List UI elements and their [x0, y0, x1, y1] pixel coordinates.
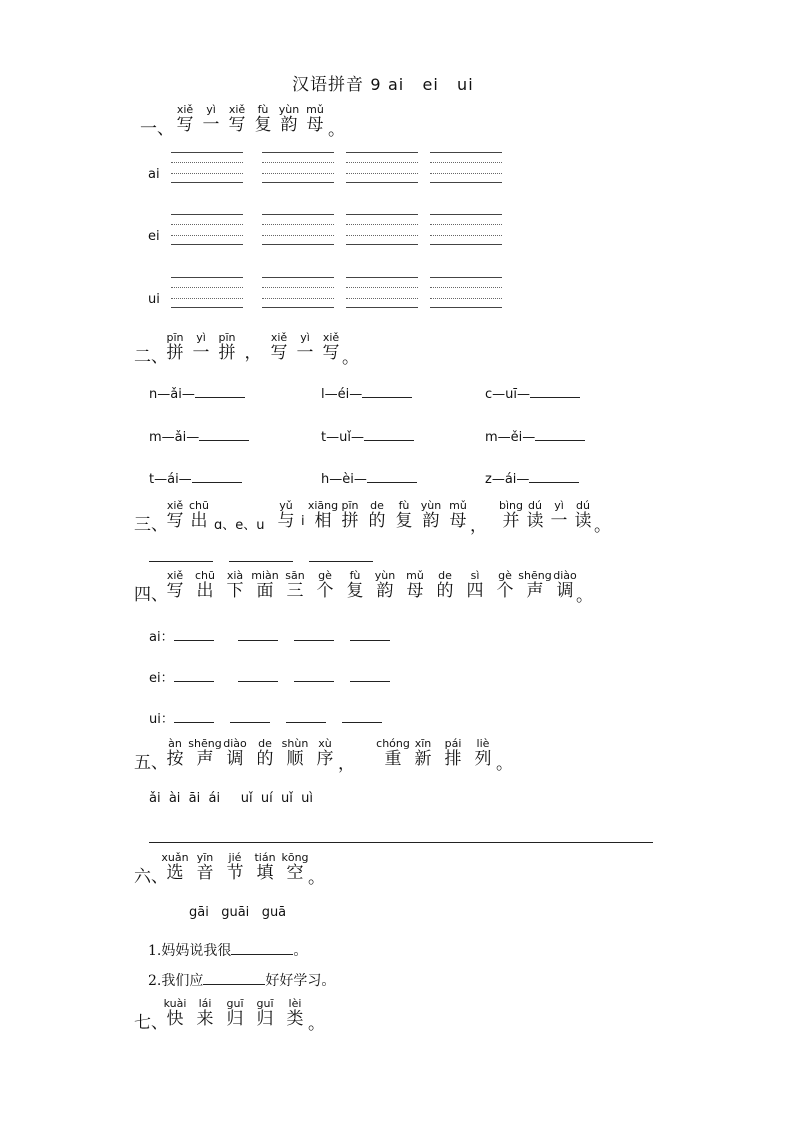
answer-blank[interactable] [238, 669, 278, 682]
finals-list: ɑ、e、u [214, 518, 265, 533]
punctuation: 。 [308, 868, 325, 888]
pinyin: chū [195, 569, 215, 582]
pinyin: mǔ [449, 499, 467, 512]
spelling-prompt: z—ái— [485, 472, 530, 487]
section-number: 六、 [134, 867, 168, 887]
writing-line[interactable] [171, 162, 243, 163]
hanzi: 来 [196, 1009, 214, 1029]
pinyin: sì [470, 569, 480, 582]
writing-line[interactable] [346, 235, 418, 236]
hanzi: 排 [444, 749, 462, 769]
hanzi: 并 [502, 511, 520, 531]
answer-blank[interactable] [192, 470, 242, 483]
answer-blank[interactable] [362, 385, 412, 398]
writing-line[interactable] [262, 152, 334, 153]
pinyin: chū [189, 499, 209, 512]
hanzi: 复 [395, 511, 413, 531]
final-label: ui： [149, 712, 174, 727]
punctuation: 。 [328, 120, 345, 140]
pinyin: xiě [166, 569, 184, 582]
hanzi: 顺 [286, 749, 304, 769]
title-chinese: 汉语拼音 [292, 75, 364, 95]
pinyin: yùn [278, 103, 300, 116]
hanzi: 写 [270, 343, 288, 363]
writing-line[interactable] [430, 224, 502, 225]
answer-blank[interactable] [199, 428, 249, 441]
spelling-item [321, 385, 412, 402]
answer-blank[interactable] [364, 428, 414, 441]
page-title [292, 70, 474, 95]
writing-line[interactable] [262, 224, 334, 225]
section-number: 五、 [134, 753, 168, 773]
pinyin: bìng [499, 499, 523, 512]
pinyin: de [370, 499, 384, 512]
section-2-heading [134, 331, 534, 368]
section-1-heading [140, 103, 540, 140]
hanzi: 归 [226, 1009, 244, 1029]
pinyin: yùn [420, 499, 442, 512]
hanzi: 出 [196, 581, 214, 601]
pinyin: dú [528, 499, 542, 512]
hanzi: 新 [414, 749, 432, 769]
spelling-prompt: m—ǎi— [149, 430, 200, 445]
tone-row [149, 667, 390, 686]
final-label: ei： [149, 671, 174, 686]
spelling-prompt: c—uī— [485, 387, 530, 402]
pinyin: àn [168, 737, 182, 750]
writing-line[interactable] [346, 182, 418, 183]
writing-line[interactable] [262, 287, 334, 288]
writing-line[interactable] [430, 298, 502, 299]
hanzi: 写 [166, 581, 184, 601]
pinyin: diào [223, 737, 247, 750]
hanzi: 归 [256, 1009, 274, 1029]
section-number: 三、 [134, 515, 168, 535]
hanzi: 声 [526, 581, 544, 601]
answer-blank[interactable] [174, 628, 214, 641]
hanzi: 与 [277, 511, 295, 531]
answer-blank[interactable] [350, 669, 390, 682]
hanzi: 序 [316, 749, 334, 769]
pinyin: chóng [376, 737, 410, 750]
hanzi: 音 [196, 863, 214, 883]
pinyin: gè [498, 569, 512, 582]
writing-line[interactable] [430, 182, 502, 183]
answer-blank[interactable] [294, 669, 334, 682]
section-number: 七、 [134, 1013, 168, 1033]
pinyin: yīn [196, 851, 214, 864]
pinyin: guī [226, 997, 244, 1010]
spelling-item [321, 470, 417, 487]
writing-line[interactable] [171, 224, 243, 225]
question-2 [148, 970, 335, 990]
answer-blank[interactable] [535, 428, 585, 441]
hanzi: 母 [449, 511, 467, 531]
answer-line[interactable] [309, 561, 373, 562]
pinyin: fù [257, 103, 269, 116]
answer-blank[interactable] [286, 710, 326, 723]
hanzi: 个 [316, 581, 334, 601]
hanzi: 拼 [341, 511, 359, 531]
writing-line[interactable] [430, 173, 502, 174]
writing-line[interactable] [262, 298, 334, 299]
pinyin: dú [576, 499, 590, 512]
pinyin: yì [196, 331, 206, 344]
hanzi: 调 [226, 749, 244, 769]
punctuation: 。 [594, 516, 611, 536]
question-1 [148, 940, 307, 960]
writing-line[interactable] [262, 235, 334, 236]
pinyin: xiě [228, 103, 246, 116]
pinyin: liè [476, 737, 490, 750]
hanzi: 韵 [280, 115, 298, 135]
answer-line[interactable] [149, 842, 653, 843]
hanzi: 重 [384, 749, 402, 769]
writing-line[interactable] [262, 173, 334, 174]
section-number: 二、 [134, 347, 168, 367]
hanzi: 母 [306, 115, 324, 135]
answer-blank[interactable] [230, 710, 270, 723]
hanzi: 快 [166, 1009, 184, 1029]
pinyin: pīn [166, 331, 184, 344]
writing-line[interactable] [171, 287, 243, 288]
hanzi: 出 [190, 511, 208, 531]
writing-line[interactable] [346, 307, 418, 308]
hanzi: 写 [228, 115, 246, 135]
pinyin: yì [300, 331, 310, 344]
writing-line[interactable] [430, 244, 502, 245]
hanzi: 选 [166, 863, 184, 883]
writing-line[interactable] [262, 182, 334, 183]
section-3-heading [134, 499, 634, 536]
pinyin: xiāng [307, 499, 339, 512]
answer-blank[interactable] [174, 710, 214, 723]
pinyin: de [258, 737, 272, 750]
pinyin: pīn [341, 499, 359, 512]
tone-row [149, 626, 390, 645]
answer-blank[interactable] [367, 470, 417, 483]
title-lesson-number: 9 [370, 75, 382, 94]
hanzi: 列 [474, 749, 492, 769]
section-6-heading [134, 851, 634, 888]
question-2-text: 2.我们应 [148, 973, 204, 989]
pinyin: miàn [251, 569, 279, 582]
pinyin: pái [444, 737, 462, 750]
spelling-item [485, 470, 579, 487]
hanzi: 类 [286, 1009, 304, 1029]
hanzi: 下 [226, 581, 244, 601]
hanzi: 韵 [376, 581, 394, 601]
section-7-heading [134, 997, 634, 1034]
pinyin: jié [228, 851, 242, 864]
writing-line[interactable] [430, 287, 502, 288]
pinyin: lái [198, 997, 212, 1010]
hanzi: 的 [436, 581, 454, 601]
writing-line[interactable] [430, 307, 502, 308]
writing-line[interactable] [171, 235, 243, 236]
writing-line[interactable] [346, 298, 418, 299]
pinyin: tián [254, 851, 276, 864]
punctuation: 。 [342, 348, 359, 368]
title-finals: ai ei ui [388, 75, 474, 94]
hanzi: 按 [166, 749, 184, 769]
pinyin: fù [398, 499, 410, 512]
spelling-item [321, 428, 414, 445]
writing-line[interactable] [262, 307, 334, 308]
section-4-heading [134, 569, 634, 606]
hanzi: 相 [314, 511, 332, 531]
answer-line[interactable] [149, 561, 213, 562]
answer-blank[interactable] [195, 385, 245, 398]
punctuation: 。 [576, 586, 593, 606]
spelling-item [149, 428, 249, 445]
pinyin: diào [553, 569, 577, 582]
hanzi: 读 [574, 511, 592, 531]
writing-line[interactable] [171, 152, 243, 153]
hanzi: 写 [322, 343, 340, 363]
hanzi: 个 [496, 581, 514, 601]
spelling-prompt: t—uǐ— [321, 430, 364, 445]
answer-blank[interactable] [231, 942, 293, 955]
writing-line[interactable] [346, 277, 418, 278]
pinyin: shēng [518, 569, 552, 582]
hanzi: 的 [368, 511, 386, 531]
writing-line[interactable] [346, 214, 418, 215]
writing-line[interactable] [262, 214, 334, 215]
spelling-prompt: l—éi— [321, 387, 363, 402]
pinyin: guī [256, 997, 274, 1010]
pinyin: yùn [374, 569, 396, 582]
spelling-item [149, 385, 245, 402]
answer-line[interactable] [229, 561, 293, 562]
final-i: i [301, 514, 305, 529]
hanzi: 母 [406, 581, 424, 601]
final-label: ai： [149, 630, 174, 645]
tone-row [149, 708, 382, 727]
answer-blank[interactable] [203, 972, 265, 985]
writing-line[interactable] [171, 298, 243, 299]
hanzi: 拼 [218, 343, 236, 363]
hanzi: 拼 [166, 343, 184, 363]
hanzi: 三 [286, 581, 304, 601]
hanzi: 一 [550, 511, 568, 531]
writing-line[interactable] [430, 214, 502, 215]
hanzi: 韵 [422, 511, 440, 531]
spelling-item [485, 428, 585, 445]
pinyin: yì [554, 499, 564, 512]
writing-line[interactable] [346, 224, 418, 225]
writing-line[interactable] [171, 182, 243, 183]
pinyin: xiě [270, 331, 288, 344]
writing-line[interactable] [346, 173, 418, 174]
spelling-prompt: m—ěi— [485, 430, 536, 445]
question-2-end: 好好学习。 [265, 973, 336, 989]
pinyin: pīn [218, 331, 236, 344]
hanzi: 节 [226, 863, 244, 883]
writing-line[interactable] [171, 307, 243, 308]
pinyin: fù [349, 569, 361, 582]
pinyin: yì [206, 103, 216, 116]
spelling-prompt: t—ái— [149, 472, 192, 487]
writing-line[interactable] [346, 152, 418, 153]
pinyin: kuài [163, 997, 187, 1010]
pinyin: de [438, 569, 452, 582]
pinyin: mǔ [406, 569, 424, 582]
pinyin: xiě [322, 331, 340, 344]
hanzi: 一 [202, 115, 220, 135]
writing-line[interactable] [346, 162, 418, 163]
final-label: ui [148, 292, 160, 307]
hanzi: 一 [296, 343, 314, 363]
hanzi: 声 [196, 749, 214, 769]
hanzi: 一 [192, 343, 210, 363]
writing-line[interactable] [171, 244, 243, 245]
pinyin: xīn [414, 737, 432, 750]
hanzi: 填 [256, 863, 274, 883]
pinyin: xù [318, 737, 332, 750]
hanzi: 空 [286, 863, 304, 883]
spelling-item [149, 470, 242, 487]
pinyin: xiě [166, 499, 184, 512]
question-1-text: 1.妈妈说我很 [148, 943, 232, 959]
hanzi: 调 [556, 581, 574, 601]
writing-line[interactable] [262, 244, 334, 245]
answer-blank[interactable] [238, 628, 278, 641]
final-label: ai [148, 167, 160, 182]
writing-line[interactable] [346, 287, 418, 288]
punctuation: ， [338, 754, 355, 774]
syllable-list: ǎi ài āi ái uǐ uí uǐ uì [149, 791, 313, 806]
pinyin: kōng [281, 851, 309, 864]
punctuation: 。 [496, 754, 513, 774]
writing-line[interactable] [430, 277, 502, 278]
answer-blank[interactable] [529, 470, 579, 483]
writing-line[interactable] [430, 152, 502, 153]
pinyin: xià [226, 569, 244, 582]
writing-line[interactable] [262, 162, 334, 163]
answer-blank[interactable] [174, 669, 214, 682]
pinyin: lèi [288, 997, 302, 1010]
pinyin: mǔ [306, 103, 324, 116]
answer-blank[interactable] [350, 628, 390, 641]
pinyin: xuǎn [161, 851, 189, 864]
writing-line[interactable] [430, 235, 502, 236]
answer-blank[interactable] [294, 628, 334, 641]
writing-line[interactable] [171, 214, 243, 215]
pinyin: sān [285, 569, 305, 582]
final-label: ei [148, 229, 160, 244]
hanzi: 读 [526, 511, 544, 531]
question-1-end: 。 [293, 943, 308, 959]
writing-line[interactable] [262, 277, 334, 278]
hanzi: 面 [256, 581, 274, 601]
spelling-item [485, 385, 580, 402]
section-number: 四、 [134, 585, 168, 605]
answer-blank[interactable] [530, 385, 580, 398]
punctuation: ， [470, 516, 487, 536]
pinyin: gè [318, 569, 332, 582]
syllable-options: gāi guāi guā [189, 905, 287, 920]
writing-line[interactable] [171, 277, 243, 278]
hanzi: 复 [346, 581, 364, 601]
answer-blank[interactable] [342, 710, 382, 723]
spelling-prompt: n—ǎi— [149, 387, 195, 402]
pinyin: shēng [188, 737, 222, 750]
pinyin: yǔ [279, 499, 293, 512]
hanzi: ， [244, 343, 262, 363]
hanzi: 的 [256, 749, 274, 769]
hanzi: 写 [176, 115, 194, 135]
writing-line[interactable] [346, 244, 418, 245]
punctuation: 。 [308, 1014, 325, 1034]
writing-line[interactable] [171, 173, 243, 174]
writing-line[interactable] [430, 162, 502, 163]
hanzi: 四 [466, 581, 484, 601]
section-5-heading [134, 737, 634, 774]
section-number: 一、 [140, 119, 174, 139]
pinyin: shùn [281, 737, 309, 750]
spelling-prompt: h—èi— [321, 472, 367, 487]
hanzi: 写 [166, 511, 184, 531]
pinyin: xiě [176, 103, 194, 116]
hanzi: 复 [254, 115, 272, 135]
